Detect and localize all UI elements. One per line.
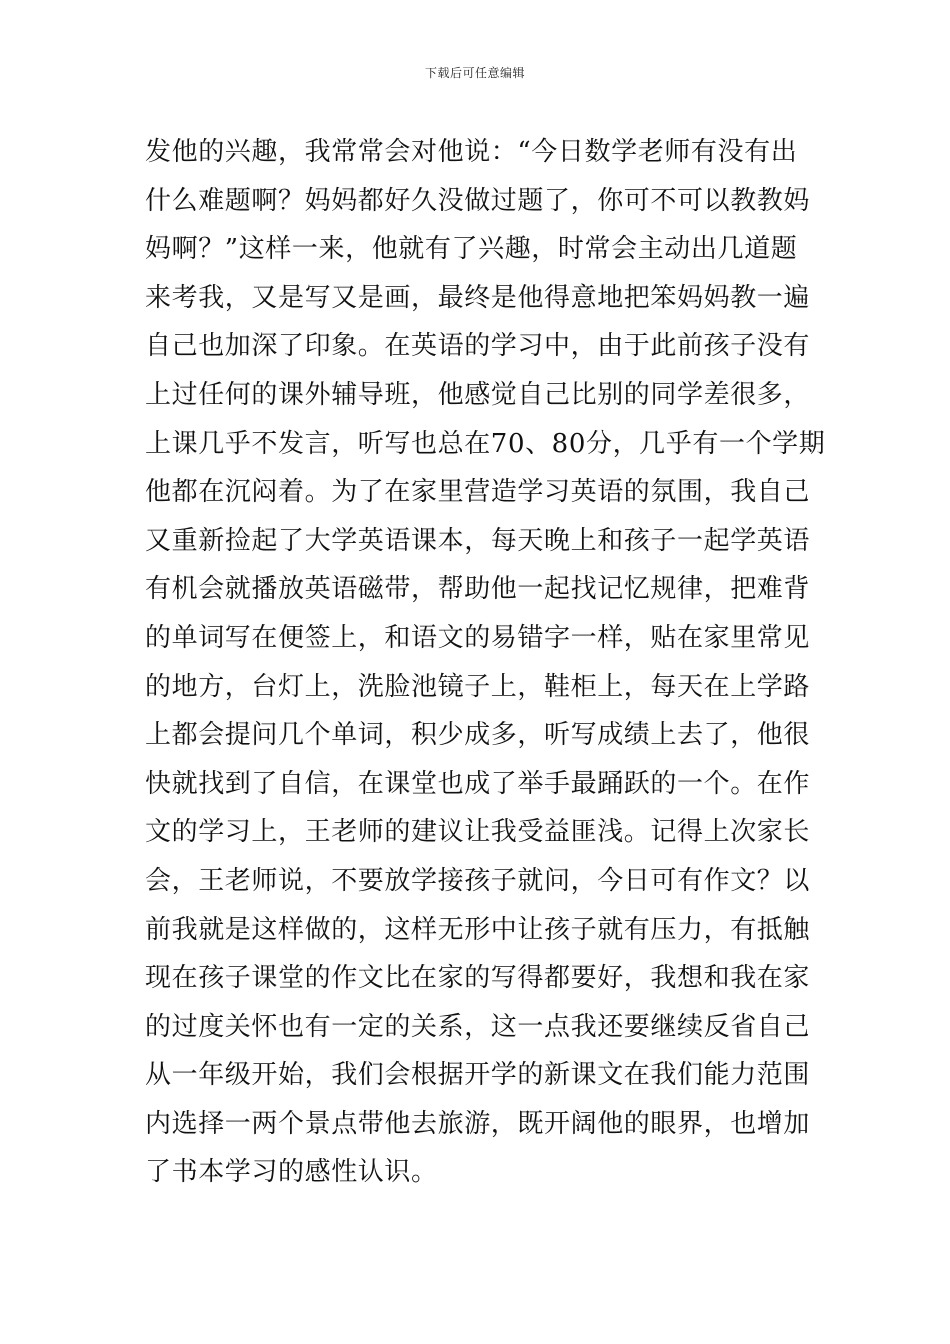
text-line: 会，王老师说，不要放学接孩子就问，今日可有作文？以 [145, 865, 811, 896]
text-line: 前我就是这样做的，这样无形中让孩子就有压力，有抵触 [145, 914, 811, 945]
text-line: 发他的兴趣，我常常会对他说：“今日数学老师有没有出 [145, 137, 798, 167]
text-line: 妈啊？”这样一来，他就有了兴趣，时常会主动出几道题 [145, 234, 798, 265]
text-line: 他都在沉闷着。为了在家里营造学习英语的氛围，我自己 [145, 477, 811, 508]
text-line: 现在孩子课堂的作文比在家的写得都要好，我想和我在家 [145, 963, 811, 994]
text-line: 自己也加深了印象。在英语的学习中，由于此前孩子没有 [145, 331, 811, 362]
body-text [145, 128, 826, 1197]
text-line: 什么难题啊？妈妈都好久没做过题了，你可不可以教教妈 [145, 185, 811, 216]
text-line: 上课几乎不发言，听写也总在70、80分，几乎有一个学期 [145, 428, 826, 459]
text-line: 文的学习上，王老师的建议让我受益匪浅。记得上次家长 [145, 817, 811, 848]
text-line: 上过任何的课外辅导班，他感觉自己比别的同学差很多， [145, 379, 811, 410]
text-line: 的地方，台灯上，洗脸池镜子上，鞋柜上，每天在上学路 [145, 671, 811, 702]
text-line: 内选择一两个景点带他去旅游，既开阔他的眼界，也增加 [145, 1108, 811, 1139]
page-header: 下载后可任意编辑 [424, 66, 525, 80]
text-line: 来考我，又是写又是画，最终是他得意地把笨妈妈教一遍 [145, 282, 811, 313]
text-line: 了书本学习的感性认识。 [145, 1157, 438, 1188]
text-line: 上都会提问几个单词，积少成多，听写成绩上去了，他很 [145, 720, 811, 751]
text-line: 又重新捡起了大学英语课本，每天晚上和孩子一起学英语 [145, 525, 811, 556]
text-line: 从一年级开始，我们会根据开学的新课文在我们能力范围 [145, 1060, 811, 1091]
text-line: 快就找到了自信，在课堂也成了举手最踊跃的一个。在作 [145, 768, 811, 799]
text-line: 的单词写在便签上，和语文的易错字一样，贴在家里常见 [145, 622, 811, 653]
text-line: 的过度关怀也有一定的关系，这一点我还要继续反省自己 [145, 1011, 811, 1042]
text-line: 有机会就播放英语磁带，帮助他一起找记忆规律，把难背 [145, 574, 811, 605]
